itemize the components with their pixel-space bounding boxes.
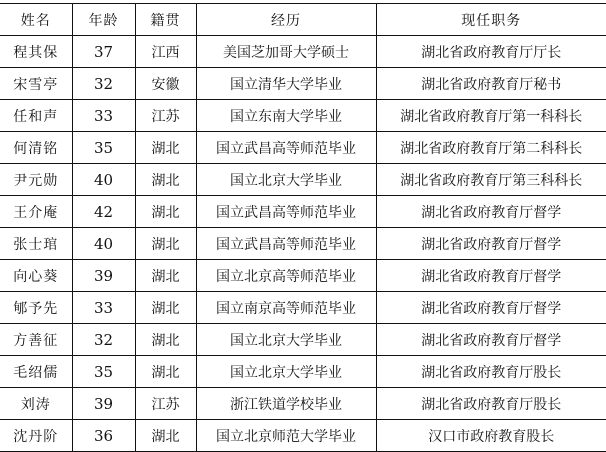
cell-age: 40 — [72, 228, 135, 260]
cell-position: 湖北省政府教育厅秘书 — [376, 68, 606, 100]
table-row — [0, 356, 606, 388]
cell-position: 湖北省政府教育厅督学 — [376, 260, 606, 292]
cell-position: 汉口市政府教育股长 — [376, 420, 606, 452]
header-position: 现任职务 — [376, 4, 606, 36]
cell-experience: 浙江铁道学校毕业 — [196, 388, 376, 420]
cell-age: 35 — [72, 132, 135, 164]
cell-experience: 美国芝加哥大学硕士 — [196, 36, 376, 68]
cell-hometown: 江苏 — [135, 388, 196, 420]
cell-name: 郇予先 — [0, 292, 72, 324]
cell-name: 张士琯 — [0, 228, 72, 260]
header-age: 年龄 — [72, 4, 135, 36]
cell-age: 42 — [72, 196, 135, 228]
cell-age: 33 — [72, 292, 135, 324]
table-row — [0, 100, 606, 132]
cell-experience: 国立武昌高等师范毕业 — [196, 228, 376, 260]
table-row — [0, 164, 606, 196]
cell-hometown: 湖北 — [135, 260, 196, 292]
header-experience: 经历 — [196, 4, 376, 36]
cell-hometown: 江苏 — [135, 100, 196, 132]
cell-position: 湖北省政府教育厅督学 — [376, 196, 606, 228]
cell-name: 向心葵 — [0, 260, 72, 292]
header-name: 姓名 — [0, 4, 72, 36]
cell-age: 35 — [72, 356, 135, 388]
cell-experience: 国立清华大学毕业 — [196, 68, 376, 100]
cell-experience: 国立北京大学毕业 — [196, 324, 376, 356]
cell-experience: 国立北京大学毕业 — [196, 164, 376, 196]
cell-hometown: 湖北 — [135, 292, 196, 324]
cell-hometown: 湖北 — [135, 356, 196, 388]
cell-hometown: 安徽 — [135, 68, 196, 100]
cell-position: 湖北省政府教育厅股长 — [376, 388, 606, 420]
table-row — [0, 36, 606, 68]
table-body — [0, 36, 606, 452]
cell-position: 湖北省政府教育厅第一科科长 — [376, 100, 606, 132]
table-row — [0, 324, 606, 356]
cell-hometown: 湖北 — [135, 420, 196, 452]
cell-name: 任和声 — [0, 100, 72, 132]
cell-age: 32 — [72, 68, 135, 100]
cell-age: 32 — [72, 324, 135, 356]
cell-hometown: 江西 — [135, 36, 196, 68]
cell-position: 湖北省政府教育厅厅长 — [376, 36, 606, 68]
cell-name: 宋雪亭 — [0, 68, 72, 100]
table-row — [0, 292, 606, 324]
table-header — [0, 4, 606, 36]
table-row — [0, 388, 606, 420]
cell-position: 湖北省政府教育厅第二科科长 — [376, 132, 606, 164]
cell-name: 王介庵 — [0, 196, 72, 228]
cell-experience: 国立北京大学毕业 — [196, 356, 376, 388]
cell-experience: 国立东南大学毕业 — [196, 100, 376, 132]
cell-name: 尹元勋 — [0, 164, 72, 196]
staff-table — [0, 3, 606, 452]
cell-name: 刘涛 — [0, 388, 72, 420]
cell-experience: 国立武昌高等师范毕业 — [196, 196, 376, 228]
cell-position: 湖北省政府教育厅股长 — [376, 356, 606, 388]
cell-hometown: 湖北 — [135, 324, 196, 356]
table-row — [0, 68, 606, 100]
cell-experience: 国立北京高等师范毕业 — [196, 260, 376, 292]
cell-name: 程其保 — [0, 36, 72, 68]
header-hometown: 籍贯 — [135, 4, 196, 36]
cell-name: 沈丹阶 — [0, 420, 72, 452]
cell-experience: 国立南京高等师范毕业 — [196, 292, 376, 324]
cell-position: 湖北省政府教育厅督学 — [376, 292, 606, 324]
cell-age: 39 — [72, 388, 135, 420]
cell-experience: 国立北京师范大学毕业 — [196, 420, 376, 452]
cell-name: 何清铭 — [0, 132, 72, 164]
cell-name: 方善征 — [0, 324, 72, 356]
cell-hometown: 湖北 — [135, 196, 196, 228]
table-row — [0, 228, 606, 260]
cell-age: 33 — [72, 100, 135, 132]
table-row — [0, 420, 606, 452]
cell-hometown: 湖北 — [135, 228, 196, 260]
cell-age: 39 — [72, 260, 135, 292]
cell-hometown: 湖北 — [135, 164, 196, 196]
header-row — [0, 4, 606, 36]
cell-age: 40 — [72, 164, 135, 196]
cell-hometown: 湖北 — [135, 132, 196, 164]
cell-position: 湖北省政府教育厅第三科科长 — [376, 164, 606, 196]
cell-experience: 国立武昌高等师范毕业 — [196, 132, 376, 164]
cell-position: 湖北省政府教育厅督学 — [376, 324, 606, 356]
table-row — [0, 132, 606, 164]
cell-name: 毛绍儒 — [0, 356, 72, 388]
table-row — [0, 196, 606, 228]
cell-position: 湖北省政府教育厅督学 — [376, 228, 606, 260]
cell-age: 37 — [72, 36, 135, 68]
cell-age: 36 — [72, 420, 135, 452]
table-row — [0, 260, 606, 292]
